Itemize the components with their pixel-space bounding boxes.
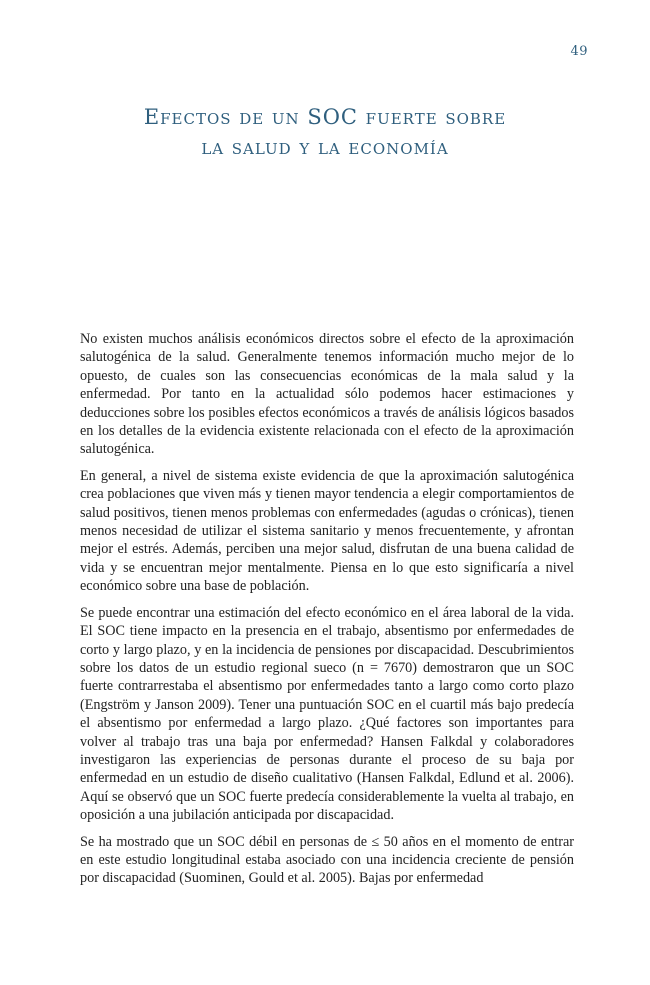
paragraph-2: En general, a nivel de sistema existe evidencia de que la aproximación salutogénica crea poblaciones que viven más y tienen mayor tendencia a elegir comportamientos de salud positivos, tienen menos problemas con enfermedades (agudas o crónicas), tienen menos necesidad de utilizar el sistema sanitario y menos frecuentemente, y afrontan mejor el estrés. Además, perciben una mejor salud, disfrutan de una buena calidad de vida y se encuentran mejor mentalmente. Piensa en lo que esto significaría a nivel económico sobre una base de población. bbox=[80, 467, 574, 595]
paragraph-4: Se ha mostrado que un SOC débil en personas de ≤ 50 años en el momento de entrar en este estudio longitudinal estaba asociado con una incidencia creciente de pensión por discapacidad (Suominen, Gould et al. 2005). Bajas por enfermedad bbox=[80, 833, 574, 887]
chapter-title-line-1: Efectos de un SOC fuerte sobre bbox=[143, 105, 507, 129]
chapter-title bbox=[0, 102, 650, 162]
page-number: 49 bbox=[570, 44, 588, 59]
paragraph-3: Se puede encontrar una estimación del efecto económico en el área laboral de la vida. El SOC tiene impacto en la presencia en el trabajo, absentismo por enfermedades de corto y largo plazo, y en la incidencia de pensiones por discapacidad. Descubrimientos sobre los datos de un estudio regional sueco (n = 7670) demostraron que un SOC fuerte contrarrestaba el absentismo por enfermedades tanto a largo como corto plazo (Engström y Janson 2009). Tener una puntuación SOC en el cuartil más bajo predecía el absentismo por enfermedad a largo plazo. ¿Qué factores son importantes para volver al trabajo tras una baja por enfermedad? Hansen Falkdal y colaboradores investigaron las experiencias de personas durante el proceso de su baja por enfermedad en un estudio de diseño cualitativo (Hansen Falkdal, Edlund et al. 2006). Aquí se observó que un SOC fuerte predecía considerablemente la vuelta al trabajo, en oposición a una jubilación anticipada por discapacidad. bbox=[80, 604, 574, 824]
chapter-title-line-2: la salud y la economía bbox=[201, 135, 449, 159]
body-text bbox=[80, 330, 574, 896]
paragraph-1: No existen muchos análisis económicos directos sobre el efecto de la aproximación salutogénica de la salud. Generalmente tenemos información mucho mejor de lo opuesto, de cuales son las consecuencias económicas de la mala salud y la enfermedad. Por tanto en la actualidad sólo podemos hacer estimaciones y deducciones sobre los posibles efectos económicos a través de análisis lógicos basados en los detalles de la evidencia existente relacionada con el efecto de la aproximación salutogénica. bbox=[80, 331, 574, 458]
